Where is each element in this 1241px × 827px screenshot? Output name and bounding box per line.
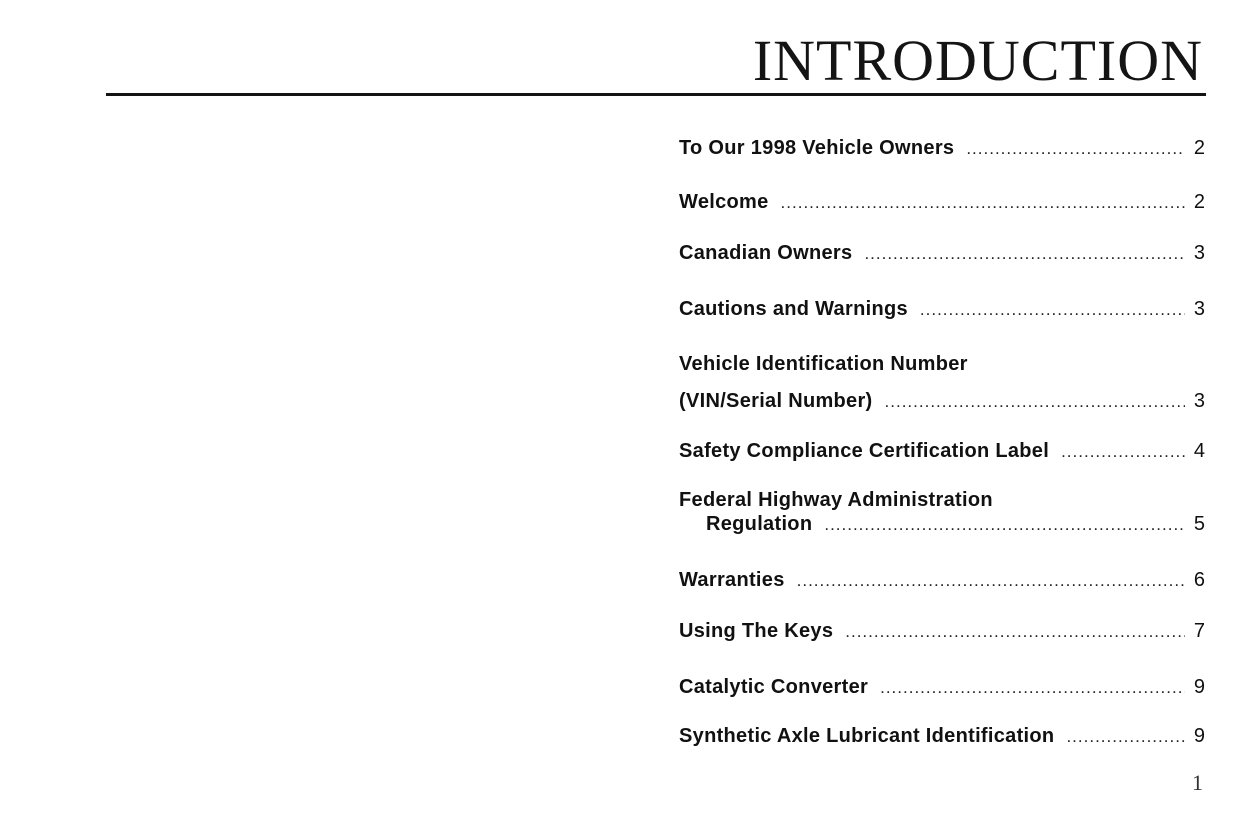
toc-leader-dots: [920, 298, 1185, 322]
toc-entry-page: 3: [1193, 242, 1205, 264]
toc-leader-dots: [1066, 725, 1185, 749]
toc-entry-page: 2: [1193, 191, 1205, 213]
toc-entry-title: Catalytic Converter: [679, 676, 869, 698]
toc-entry-to-our-1998-vehicle-owners[interactable]: [679, 136, 1205, 161]
toc-entry-title: Warranties: [679, 569, 785, 591]
toc-entry-title-continued: Regulation: [706, 513, 813, 535]
toc-entry-title: To Our 1998 Vehicle Owners: [679, 137, 955, 159]
toc-entry-title: Vehicle Identification Number: [679, 353, 968, 375]
page-title: INTRODUCTION: [752, 28, 1203, 93]
toc-entry-using-the-keys[interactable]: [679, 619, 1205, 644]
toc-entry-page: 3: [1193, 390, 1205, 412]
toc-entry-cautions-and-warnings[interactable]: [679, 297, 1205, 322]
toc-leader-dots: [781, 191, 1185, 215]
toc-entry-warranties[interactable]: [679, 568, 1205, 593]
toc-entry-title: Federal Highway Administration: [679, 489, 993, 511]
toc-entry-welcome[interactable]: [679, 190, 1205, 215]
toc-leader-dots: [885, 383, 1185, 420]
toc-entry-federal-highway-administration-regulation[interactable]: [679, 488, 1205, 537]
toc-entry-title: Synthetic Axle Lubricant Identification: [679, 725, 1055, 747]
toc-entry-page: 7: [1193, 620, 1205, 642]
toc-entry-page: 5: [1193, 513, 1205, 535]
toc-entry-page: 9: [1193, 725, 1205, 747]
toc-entry-catalytic-converter[interactable]: [679, 675, 1205, 700]
toc-entry-synthetic-axle-lubricant-identification[interactable]: [679, 724, 1205, 749]
toc-entry-canadian-owners[interactable]: [679, 241, 1205, 266]
toc-entry-page: 3: [1193, 298, 1205, 320]
toc-leader-dots: [966, 137, 1185, 161]
table-of-contents: [679, 0, 1205, 827]
page-number: 1: [1192, 770, 1203, 795]
toc-entry-page: 4: [1193, 440, 1205, 462]
toc-entry-title: Canadian Owners: [679, 242, 853, 264]
toc-entry-safety-compliance-certification-label[interactable]: [679, 439, 1205, 464]
toc-entry-title-continued: (VIN/Serial Number): [679, 390, 873, 412]
toc-leader-dots: [864, 242, 1185, 266]
toc-leader-dots: [1061, 440, 1185, 464]
toc-entry-title: Welcome: [679, 191, 769, 213]
toc-entry-page: 2: [1193, 137, 1205, 159]
toc-entry-page: 9: [1193, 676, 1205, 698]
toc-leader-dots: [797, 569, 1185, 593]
toc-entry-title: Using The Keys: [679, 620, 834, 642]
toc-entry-title: Cautions and Warnings: [679, 298, 908, 320]
toc-leader-dots: [824, 513, 1185, 537]
toc-entry-title: Safety Compliance Certification Label: [679, 440, 1050, 462]
toc-entry-page: 6: [1193, 569, 1205, 591]
toc-entry-vehicle-identification-number[interactable]: [679, 346, 1205, 420]
toc-leader-dots: [880, 676, 1185, 700]
toc-leader-dots: [845, 620, 1185, 644]
